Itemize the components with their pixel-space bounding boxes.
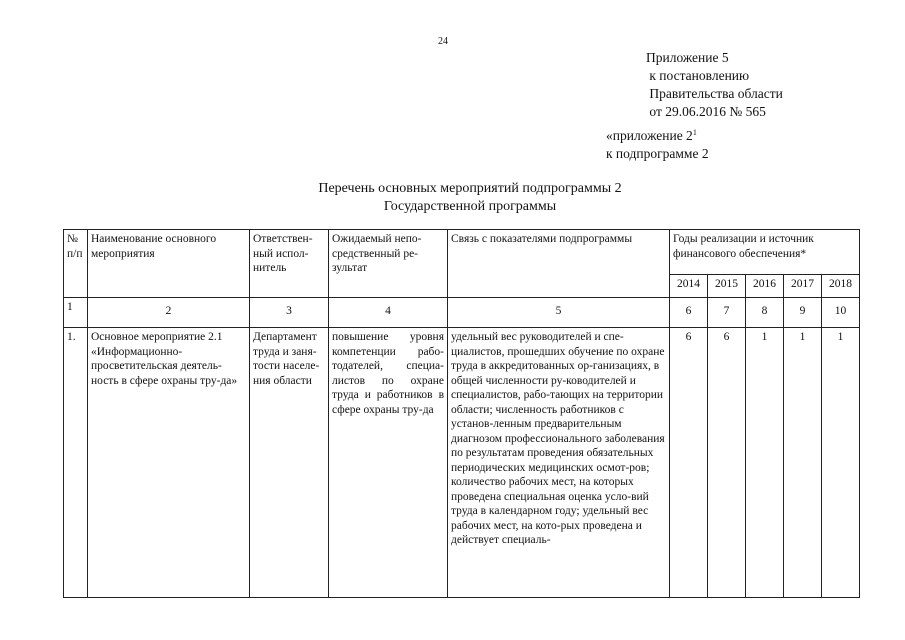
document-title bbox=[200, 180, 740, 216]
column-number: 1 bbox=[64, 298, 88, 328]
row-name: Основное мероприятие 2.1 «Информационно-просветительская деятель-ность в сфере охраны тру-да» bbox=[88, 328, 250, 598]
row-responsible: Департамент труда и заня-тости населе-ния области bbox=[250, 328, 329, 598]
title-line2: Государственной программы bbox=[383, 199, 557, 214]
header-num: № п/п bbox=[64, 230, 88, 298]
column-number: 8 bbox=[746, 298, 784, 328]
column-number: 10 bbox=[822, 298, 860, 328]
row-num: 1. bbox=[64, 328, 88, 598]
row-year-value: 1 bbox=[746, 328, 784, 598]
header-link: Связь с показателями подпрограммы bbox=[448, 230, 670, 298]
header-name: Наименование основного мероприятия bbox=[88, 230, 250, 298]
appendix-header: Приложение 5 к постановлению Правительства области от 29.06.2016 № 565 bbox=[646, 50, 783, 119]
column-number: 2 bbox=[88, 298, 250, 328]
header-year: 2016 bbox=[746, 275, 784, 298]
header-year: 2014 bbox=[670, 275, 708, 298]
column-number: 7 bbox=[708, 298, 746, 328]
row-year-value: 1 bbox=[784, 328, 822, 598]
table-row bbox=[64, 328, 860, 598]
header-responsible: Ответствен-ный испол-нитель bbox=[250, 230, 329, 298]
column-number: 6 bbox=[670, 298, 708, 328]
column-number: 4 bbox=[329, 298, 448, 328]
header-year: 2018 bbox=[822, 275, 860, 298]
activities-table bbox=[63, 229, 860, 598]
appendix-note bbox=[606, 124, 709, 163]
row-expected: повышение уровня компетенции рабо-тодателей, специа-листов по охране труда и работников в сфере охраны тру-да bbox=[329, 328, 448, 598]
column-number: 5 bbox=[448, 298, 670, 328]
note-superscript: 1 bbox=[692, 128, 697, 137]
column-number: 9 bbox=[784, 298, 822, 328]
header-expected: Ожидаемый непо-средственный ре-зультат bbox=[329, 230, 448, 298]
column-number: 3 bbox=[250, 298, 329, 328]
note-line2: к подпрограмме 2 bbox=[606, 146, 709, 161]
row-year-value: 1 bbox=[822, 328, 860, 598]
row-year-value: 6 bbox=[708, 328, 746, 598]
column-number-row bbox=[64, 298, 860, 328]
row-year-value: 6 bbox=[670, 328, 708, 598]
row-link: удельный вес руководителей и спе-циалистов, прошедших обучение по охране труда в аккредитованных ор-ганизациях, в общей численности ру-ководителей и специалистов, рабо-тающих на территории области; численность работников с установ-ленным предварительным диагнозом профессионального заболевания по результатам проведения обязательных периодических медицинских осмот-ров; количество рабочих мест, на которых проведена специальная оценка усло-вий труда в календарном году; удельный вес рабочих мест, на кото-рых проведена и действует специаль- bbox=[448, 328, 670, 598]
note-line1: «приложение 2 bbox=[606, 128, 693, 143]
page-number: 24 bbox=[438, 36, 448, 47]
header-year: 2015 bbox=[708, 275, 746, 298]
title-line1: Перечень основных мероприятий подпрограммы 2 bbox=[318, 181, 622, 196]
header-row bbox=[64, 230, 860, 275]
header-years-group: Годы реализации и источник финансового обеспечения* bbox=[670, 230, 860, 275]
header-year: 2017 bbox=[784, 275, 822, 298]
